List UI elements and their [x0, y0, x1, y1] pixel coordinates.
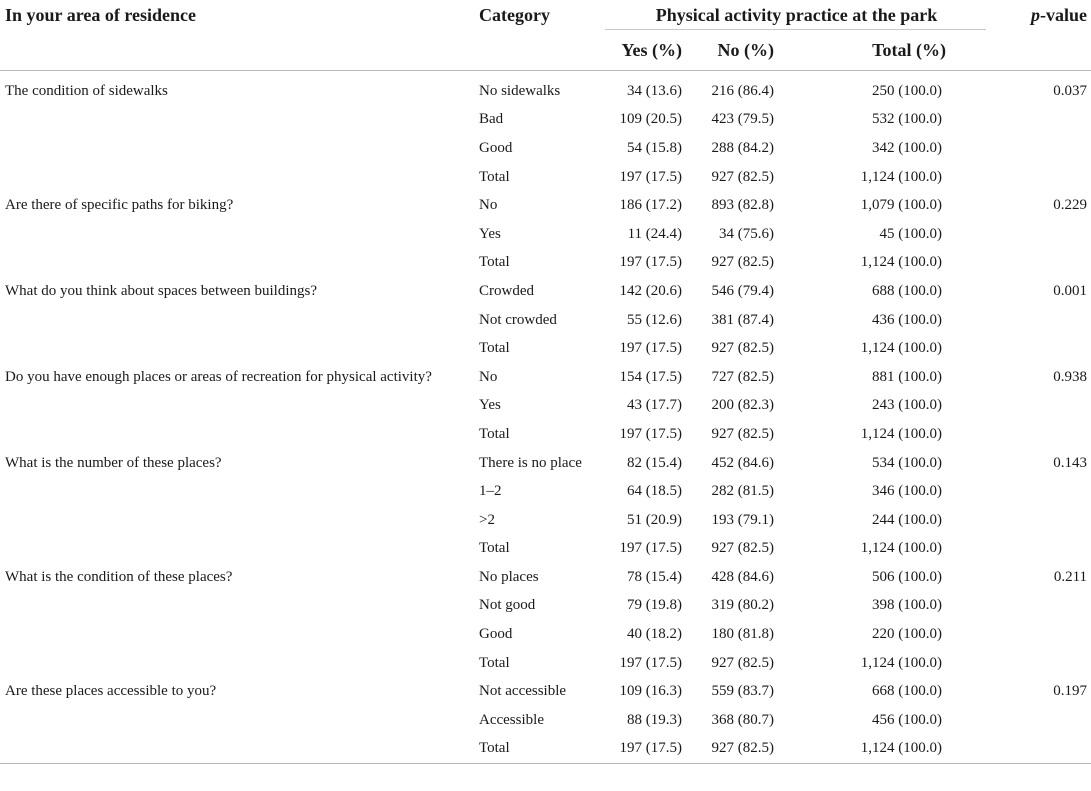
total-cell: 506 (100.0)	[872, 568, 943, 585]
yes-cell: 109 (16.3)	[619, 683, 682, 700]
header-spacer-p	[994, 30, 1091, 71]
total-cell: 342 (100.0)	[872, 139, 943, 156]
header-no: No (%)	[717, 39, 774, 60]
p-value-cell: 0.001	[1053, 282, 1088, 299]
table-row	[0, 706, 1091, 735]
yes-cell: 142 (20.6)	[619, 282, 682, 299]
question-cell	[0, 706, 474, 735]
table-row	[0, 649, 1091, 678]
header-p-italic: p	[1031, 4, 1041, 25]
no-cell: 216 (86.4)	[711, 82, 774, 99]
no-cell: 288 (84.2)	[711, 139, 774, 156]
p-value-cell: 0.143	[1053, 454, 1088, 471]
yes-cell: 197 (17.5)	[619, 340, 682, 357]
total-cell: 1,124 (100.0)	[860, 168, 943, 185]
p-value-cell	[994, 535, 1091, 564]
no-cell: 546 (79.4)	[711, 282, 774, 299]
header-group-label: Physical activity practice at the park	[655, 4, 938, 25]
category-cell: Bad	[479, 111, 504, 128]
table-row	[0, 71, 1091, 106]
question-cell: Are these places accessible to you?	[5, 683, 217, 700]
question-cell	[0, 249, 474, 278]
no-cell: 927 (82.5)	[711, 340, 774, 357]
table-row	[0, 449, 1091, 478]
question-cell	[0, 220, 474, 249]
total-cell: 534 (100.0)	[872, 454, 943, 471]
category-cell: No places	[479, 568, 539, 585]
category-cell: Total	[479, 540, 510, 557]
no-cell: 559 (83.7)	[711, 683, 774, 700]
table-row	[0, 249, 1091, 278]
question-cell	[0, 334, 474, 363]
table-row	[0, 392, 1091, 421]
table-body	[0, 71, 1091, 764]
yes-cell: 54 (15.8)	[627, 139, 682, 156]
header-spacer-category	[474, 30, 599, 71]
p-value-cell	[994, 735, 1091, 764]
total-cell: 45 (100.0)	[879, 225, 943, 242]
category-cell: Yes	[479, 225, 501, 242]
question-cell	[0, 506, 474, 535]
header-group-rule	[605, 29, 986, 30]
no-cell: 423 (79.5)	[711, 111, 774, 128]
yes-cell: 197 (17.5)	[619, 540, 682, 557]
p-value-cell: 0.037	[1053, 82, 1088, 99]
total-cell: 668 (100.0)	[872, 683, 943, 700]
p-value-cell	[994, 620, 1091, 649]
no-cell: 927 (82.5)	[711, 654, 774, 671]
question-cell	[0, 134, 474, 163]
p-value-cell	[994, 334, 1091, 363]
no-cell: 927 (82.5)	[711, 425, 774, 442]
yes-cell: 82 (15.4)	[627, 454, 682, 471]
total-cell: 244 (100.0)	[872, 511, 943, 528]
p-value-cell	[994, 420, 1091, 449]
p-value-cell	[994, 706, 1091, 735]
yes-cell: 197 (17.5)	[619, 168, 682, 185]
yes-cell: 64 (18.5)	[627, 483, 682, 500]
table-row	[0, 506, 1091, 535]
category-cell: No	[479, 197, 498, 214]
table-row	[0, 277, 1091, 306]
total-cell: 1,124 (100.0)	[860, 340, 943, 357]
total-cell: 1,124 (100.0)	[860, 254, 943, 271]
category-cell: Good	[479, 139, 513, 156]
no-cell: 927 (82.5)	[711, 540, 774, 557]
no-cell: 927 (82.5)	[711, 740, 774, 757]
table-row	[0, 106, 1091, 135]
no-cell: 452 (84.6)	[711, 454, 774, 471]
table-row	[0, 334, 1091, 363]
category-cell: Good	[479, 626, 513, 643]
no-cell: 927 (82.5)	[711, 168, 774, 185]
table-row	[0, 563, 1091, 592]
yes-cell: 43 (17.7)	[627, 397, 682, 414]
p-value-cell	[994, 392, 1091, 421]
no-cell: 200 (82.3)	[711, 397, 774, 414]
category-cell: Total	[479, 340, 510, 357]
table-row	[0, 220, 1091, 249]
p-value-cell: 0.211	[1053, 568, 1088, 585]
total-cell: 1,124 (100.0)	[860, 654, 943, 671]
total-cell: 1,124 (100.0)	[860, 540, 943, 557]
question-cell	[0, 163, 474, 192]
header-group-physical-activity	[599, 0, 994, 30]
header-p-rest: -value	[1040, 4, 1088, 25]
table-header	[0, 0, 1091, 71]
yes-cell: 197 (17.5)	[619, 740, 682, 757]
question-cell	[0, 306, 474, 335]
p-value-cell: 0.229	[1053, 197, 1088, 214]
yes-cell: 197 (17.5)	[619, 254, 682, 271]
no-cell: 381 (87.4)	[711, 311, 774, 328]
p-value-cell	[994, 163, 1091, 192]
table-row	[0, 477, 1091, 506]
question-cell: Are there of specific paths for biking?	[5, 197, 234, 214]
no-cell: 927 (82.5)	[711, 254, 774, 271]
p-value-cell	[994, 506, 1091, 535]
header-spacer-question	[0, 30, 474, 71]
table-row	[0, 677, 1091, 706]
total-cell: 220 (100.0)	[872, 626, 943, 643]
question-cell: Do you have enough places or areas of recreation for physical activity?	[5, 368, 432, 385]
question-cell	[0, 620, 474, 649]
question-cell: The condition of sidewalks	[5, 82, 168, 99]
total-cell: 398 (100.0)	[872, 597, 943, 614]
yes-cell: 197 (17.5)	[619, 654, 682, 671]
question-cell	[0, 477, 474, 506]
question-cell	[0, 592, 474, 621]
question-cell	[0, 106, 474, 135]
total-cell: 346 (100.0)	[872, 483, 943, 500]
p-value-cell	[994, 134, 1091, 163]
question-cell	[0, 392, 474, 421]
category-cell: Total	[479, 654, 510, 671]
p-value-cell	[994, 592, 1091, 621]
header-yes: Yes (%)	[621, 39, 682, 60]
yes-cell: 55 (12.6)	[627, 311, 682, 328]
p-value-cell: 0.197	[1053, 683, 1088, 700]
question-cell: What do you think about spaces between buildings?	[5, 282, 318, 299]
no-cell: 893 (82.8)	[711, 197, 774, 214]
category-cell: Not good	[479, 597, 536, 614]
total-cell: 250 (100.0)	[872, 82, 943, 99]
yes-cell: 154 (17.5)	[619, 368, 682, 385]
table-row	[0, 306, 1091, 335]
category-cell: There is no place	[479, 454, 582, 471]
p-value-cell	[994, 477, 1091, 506]
category-cell: >2	[479, 511, 495, 528]
p-value-cell	[994, 306, 1091, 335]
category-cell: Total	[479, 168, 510, 185]
category-cell: Crowded	[479, 282, 534, 299]
total-cell: 1,079 (100.0)	[860, 197, 943, 214]
category-cell: Total	[479, 425, 510, 442]
total-cell: 243 (100.0)	[872, 397, 943, 414]
yes-cell: 197 (17.5)	[619, 425, 682, 442]
yes-cell: 186 (17.2)	[619, 197, 682, 214]
yes-cell: 79 (19.8)	[627, 597, 682, 614]
table-row	[0, 163, 1091, 192]
question-cell: What is the condition of these places?	[5, 568, 233, 585]
yes-cell: 51 (20.9)	[627, 511, 682, 528]
category-cell: No sidewalks	[479, 82, 561, 99]
table-row	[0, 735, 1091, 764]
total-cell: 881 (100.0)	[872, 368, 943, 385]
yes-cell: 88 (19.3)	[627, 711, 682, 728]
header-p-value	[994, 0, 1091, 30]
header-question: In your area of residence	[5, 4, 196, 25]
yes-cell: 11 (24.4)	[627, 225, 682, 242]
no-cell: 727 (82.5)	[711, 368, 774, 385]
yes-cell: 34 (13.6)	[627, 82, 682, 99]
yes-cell: 40 (18.2)	[627, 626, 682, 643]
total-cell: 532 (100.0)	[872, 111, 943, 128]
no-cell: 428 (84.6)	[711, 568, 774, 585]
total-cell: 1,124 (100.0)	[860, 425, 943, 442]
category-cell: No	[479, 368, 498, 385]
p-value-cell	[994, 220, 1091, 249]
table-row	[0, 134, 1091, 163]
table-row	[0, 420, 1091, 449]
table-row	[0, 191, 1091, 220]
total-cell: 456 (100.0)	[872, 711, 943, 728]
category-cell: Total	[479, 254, 510, 271]
yes-cell: 109 (20.5)	[619, 111, 682, 128]
category-cell: Yes	[479, 397, 501, 414]
header-total: Total (%)	[872, 39, 947, 60]
table-row	[0, 592, 1091, 621]
no-cell: 368 (80.7)	[711, 711, 774, 728]
question-cell: What is the number of these places?	[5, 454, 222, 471]
table-row	[0, 620, 1091, 649]
p-value-cell	[994, 649, 1091, 678]
table-row	[0, 535, 1091, 564]
question-cell	[0, 649, 474, 678]
p-value-cell: 0.938	[1053, 368, 1088, 385]
category-cell: Not crowded	[479, 311, 557, 328]
table-row	[0, 363, 1091, 392]
total-cell: 688 (100.0)	[872, 282, 943, 299]
category-cell: Not accessible	[479, 683, 567, 700]
p-value-cell	[994, 106, 1091, 135]
question-cell	[0, 735, 474, 764]
category-cell: Total	[479, 740, 510, 757]
total-cell: 436 (100.0)	[872, 311, 943, 328]
question-cell	[0, 420, 474, 449]
yes-cell: 78 (15.4)	[627, 568, 682, 585]
no-cell: 319 (80.2)	[711, 597, 774, 614]
no-cell: 193 (79.1)	[711, 511, 774, 528]
total-cell: 1,124 (100.0)	[860, 740, 943, 757]
question-cell	[0, 535, 474, 564]
header-category: Category	[479, 4, 550, 25]
p-value-cell	[994, 249, 1091, 278]
no-cell: 282 (81.5)	[711, 483, 774, 500]
category-cell: Accessible	[479, 711, 544, 728]
no-cell: 180 (81.8)	[711, 626, 774, 643]
no-cell: 34 (75.6)	[719, 225, 774, 242]
category-cell: 1–2	[479, 483, 502, 500]
